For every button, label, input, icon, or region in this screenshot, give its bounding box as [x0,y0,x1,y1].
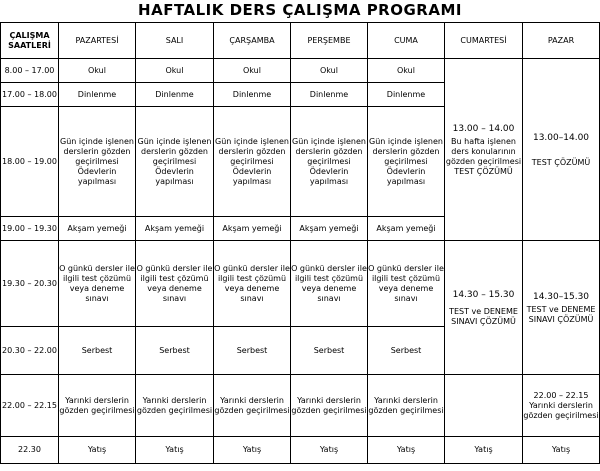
activity-cell: Dinlenme [59,83,136,107]
header-row [1,23,600,59]
activity-cell: Yarınki derslerin gözden geçirilmesi [136,375,214,437]
time-cell: 8.00 – 17.00 [1,59,59,83]
activity-cell: Serbest [291,327,368,375]
sunday-block-2 [523,241,600,375]
activity-cell: Dinlenme [214,83,291,107]
activity-cell: O günkü dersler ile ilgili test çözümü veya deneme sınavı [136,241,214,327]
schedule-grid [0,22,600,464]
activity-cell: O günkü dersler ile ilgili test çözümü veya deneme sınavı [291,241,368,327]
sunday-block-1-time: 13.00–14.00 [532,132,590,143]
activity-cell: O günkü dersler ile ilgili test çözümü veya deneme sınavı [214,241,291,327]
sunday-block-1-text: TEST ÇÖZÜMÜ [531,157,591,167]
schedule-table [0,22,600,464]
activity-cell: Serbest [136,327,214,375]
sunday-block-2-text: TEST ve DENEME SINAVI ÇÖZÜMÜ [526,304,596,324]
activity-cell: Serbest [214,327,291,375]
activity-cell: Okul [136,59,214,83]
activity-cell: Yarınki derslerin gözden geçirilmesi [59,375,136,437]
activity-cell: Yatış [291,437,368,464]
activity-cell: Okul [214,59,291,83]
row-tomorrow [1,375,600,437]
activity-cell: Dinlenme [291,83,368,107]
activity-cell: Yatış [368,437,445,464]
activity-cell: Dinlenme [368,83,445,107]
sunday-block-3-text: Yarınki derslerin gözden geçirilmesi [523,400,599,420]
day-header-thursday: PERŞEMBE [291,23,368,59]
saturday-block-1-text: Bu hafta işlenen ders konularının gözden geçirilmesi TEST ÇÖZÜMÜ [445,136,522,176]
time-cell: 22.00 – 22.15 [1,375,59,437]
day-header-tuesday: SALI [136,23,214,59]
time-column-header: ÇALIŞMA SAATLERİ [1,23,59,59]
activity-cell: Akşam yemeği [136,217,214,241]
saturday-block-2-text: TEST ve DENEME SINAVI ÇÖZÜMÜ [449,306,518,326]
row-sleep [1,437,600,464]
activity-cell: Dinlenme [136,83,214,107]
saturday-empty-cell [445,375,523,437]
activity-cell: Okul [368,59,445,83]
day-header-sunday: PAZAR [523,23,600,59]
activity-cell: Yatış [445,437,523,464]
row-school [1,59,600,83]
activity-cell: Akşam yemeği [214,217,291,241]
time-cell: 19.30 – 20.30 [1,241,59,327]
activity-cell: Gün içinde işlenen derslerin gözden geçirilmesi Ödevlerin yapılması [291,107,368,217]
day-header-wednesday: ÇARŞAMBA [214,23,291,59]
activity-cell: Serbest [59,327,136,375]
activity-cell: Akşam yemeği [368,217,445,241]
activity-cell: O günkü dersler ile ilgili test çözümü veya deneme sınavı [368,241,445,327]
activity-cell: O günkü dersler ile ilgili test çözümü veya deneme sınavı [59,241,136,327]
time-cell: 20.30 – 22.00 [1,327,59,375]
time-cell: 17.00 – 18.00 [1,83,59,107]
sunday-block-3 [523,375,600,437]
activity-cell: Yarınki derslerin gözden geçirilmesi [291,375,368,437]
saturday-block-1 [445,59,523,241]
time-cell: 19.00 – 19.30 [1,217,59,241]
activity-cell: Yatış [136,437,214,464]
activity-cell: Okul [291,59,368,83]
activity-cell: Akşam yemeği [59,217,136,241]
activity-cell: Yatış [59,437,136,464]
time-cell: 18.00 – 19.00 [1,107,59,217]
day-header-saturday: CUMARTESİ [445,23,523,59]
sunday-block-1 [523,59,600,241]
time-cell: 22.30 [1,437,59,464]
activity-cell: Gün içinde işlenen derslerin gözden geçirilmesi Ödevlerin yapılması [136,107,214,217]
day-header-friday: CUMA [368,23,445,59]
page-title: HAFTALIK DERS ÇALIŞMA PROGRAMI [138,1,462,19]
activity-cell: Yatış [523,437,600,464]
saturday-block-1-time: 13.00 – 14.00 [452,123,515,134]
activity-cell: Gün içinde işlenen derslerin gözden geçirilmesi Ödevlerin yapılması [368,107,445,217]
saturday-block-2-time: 14.30 – 15.30 [452,289,515,300]
activity-cell: Yarınki derslerin gözden geçirilmesi [214,375,291,437]
activity-cell: Serbest [368,327,445,375]
saturday-block-2 [445,241,523,375]
activity-cell: Gün içinde işlenen derslerin gözden geçirilmesi Ödevlerin yapılması [214,107,291,217]
activity-cell: Okul [59,59,136,83]
activity-cell: Yatış [214,437,291,464]
sunday-block-3-time: 22.00 – 22.15 [533,390,589,400]
activity-cell: Gün içinde işlenen derslerin gözden geçirilmesi Ödevlerin yapılması [59,107,136,217]
activity-cell: Akşam yemeği [291,217,368,241]
activity-cell: Yarınki derslerin gözden geçirilmesi [368,375,445,437]
sunday-block-2-time: 14.30–15.30 [532,291,590,302]
row-test [1,241,600,327]
day-header-monday: PAZARTESİ [59,23,136,59]
